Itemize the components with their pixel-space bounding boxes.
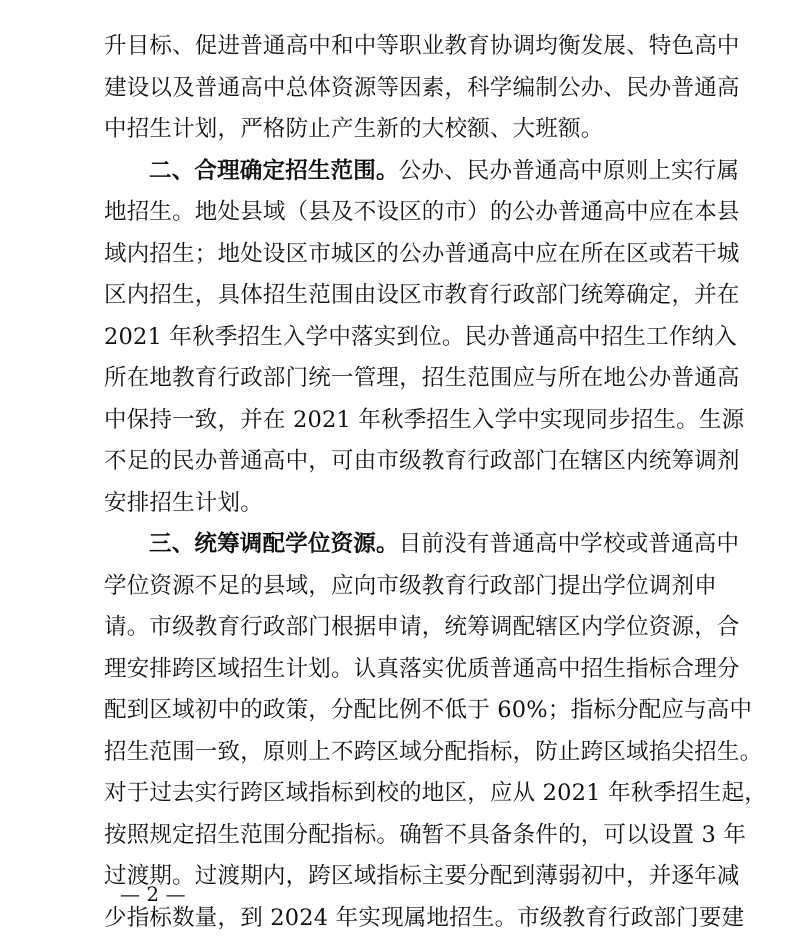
paragraph-first-line (104, 151, 694, 193)
text-span: 公办、民办普通高中原则上实行属 (399, 158, 740, 184)
text-line: 请。市级教育行政部门根据申请，统筹调配辖区内学位资源，合 (104, 607, 694, 649)
text-line: 对于过去实行跨区域指标到校的地区，应从 2021 年秋季招生起， (104, 773, 694, 815)
text-line: 过渡期。过渡期内，跨区域指标主要分配到薄弱初中，并逐年减 (104, 856, 694, 898)
text-line: 域内招生；地处设区市城区的公办普通高中应在所在区或若干城 (104, 234, 694, 276)
text-line: 升目标、促进普通高中和中等职业教育协调均衡发展、特色高中 (104, 26, 694, 68)
text-line: 2021 年秋季招生入学中落实到位。民办普通高中招生工作纳入 (104, 317, 694, 359)
paragraph-first-line (104, 524, 694, 566)
text-line: 地招生。地处县域（县及不设区的市）的公办普通高中应在本县 (104, 192, 694, 234)
text-line: 理安排跨区域招生计划。认真落实优质普通高中招生指标合理分 (104, 649, 694, 691)
text-line: 中保持一致，并在 2021 年秋季招生入学中实现同步招生。生源 (104, 400, 694, 442)
text-line: 建设以及普通高中总体资源等因素，科学编制公办、民办普通高 (104, 68, 694, 110)
text-line: 按照规定招生范围分配指标。确暂不具备条件的，可以设置 3 年 (104, 815, 694, 857)
text-line: 中招生计划，严格防止产生新的大校额、大班额。 (104, 109, 694, 151)
page-number: — 2 — (120, 882, 185, 906)
text-line: 招生范围一致，原则上不跨区域分配指标，防止跨区域掐尖招生。 (104, 732, 694, 774)
text-line: 不足的民办普通高中，可由市级教育行政部门在辖区内统筹调剂 (104, 441, 694, 483)
section-heading: 三、统筹调配学位资源。 (149, 531, 399, 557)
text-line: 所在地教育行政部门统一管理，招生范围应与所在地公办普通高 (104, 358, 694, 400)
section-heading: 二、合理确定招生范围。 (149, 158, 399, 184)
text-line: 少指标数量，到 2024 年实现属地招生。市级教育行政部门要建 (104, 898, 694, 939)
text-line: 安排招生计划。 (104, 483, 694, 525)
text-span: 目前没有普通高中学校或普通高中 (399, 531, 740, 557)
text-line: 学位资源不足的县域，应向市级教育行政部门提出学位调剂申 (104, 566, 694, 608)
document-body (104, 26, 694, 939)
text-line: 区内招生，具体招生范围由设区市教育行政部门统筹确定，并在 (104, 275, 694, 317)
text-line: 配到区域初中的政策，分配比例不低于 60%；指标分配应与高中 (104, 690, 694, 732)
